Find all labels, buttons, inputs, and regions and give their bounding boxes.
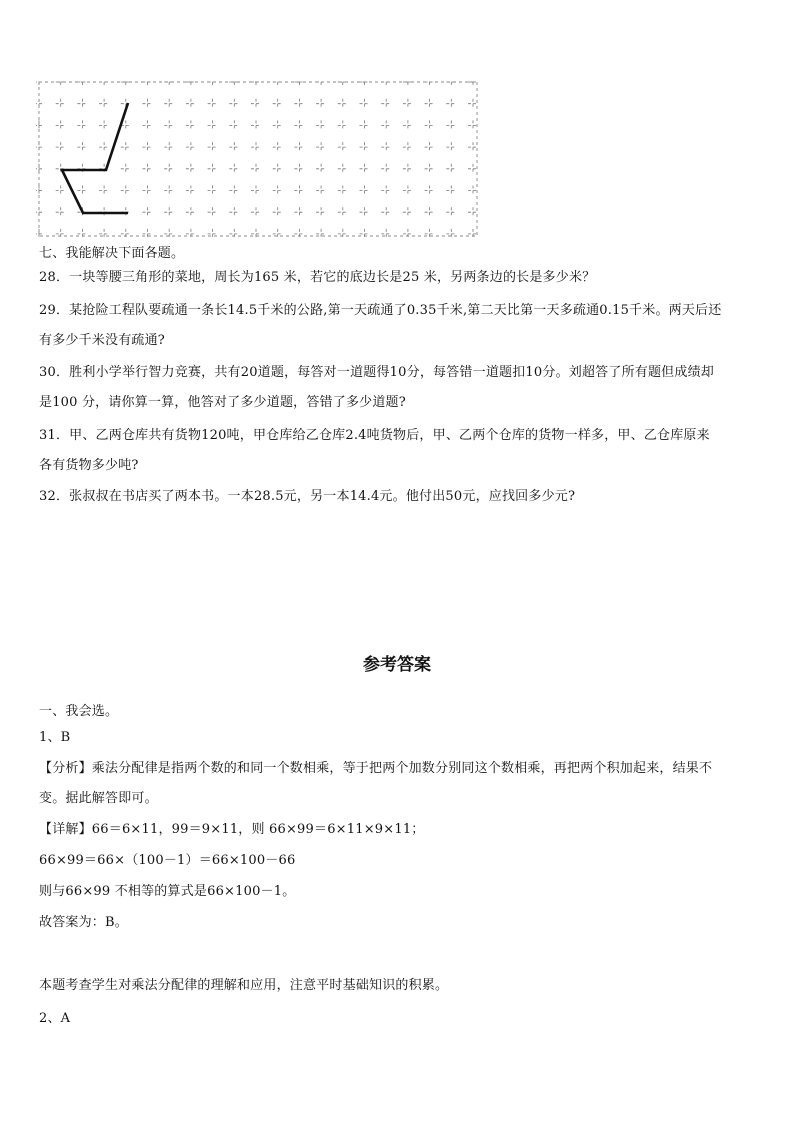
analysis-line-1: 【分析】乘法分配律是指两个数的和同一个数相乘，等于把两个加数分别同这个数相乘，再把两个积加起来，结果不 bbox=[39, 761, 713, 776]
detail-line-1: 【详解】66＝6×11，99＝9×11，则 66×99＝6×11×9×11； bbox=[39, 822, 425, 837]
section-heading-seven: 七、我能解决下面各题。 bbox=[39, 246, 185, 261]
question-32: 32．张叔叔在书店买了两本书。一本28.5元，另一本14.4元。他付出50元，应找回多少元? bbox=[39, 489, 576, 504]
answers-title: 参考答案 bbox=[363, 655, 431, 675]
question-29-line-1: 29．某抢险工程队要疏通一条长14.5千米的公路,第一天疏通了0.35千米,第二天比第一天多疏通0.15千米。两天后还 bbox=[39, 303, 722, 318]
question-30-line-2: 是100 分，请你算一算，他答对了多少道题，答错了多少道题? bbox=[39, 395, 406, 410]
grid-drawing bbox=[36, 80, 480, 238]
answer-2: 2、A bbox=[39, 1011, 71, 1026]
question-31-line-1: 31．甲、乙两仓库共有货物120吨，甲仓库给乙仓库2.4吨货物后，甲、乙两个仓库的货物一样多，甲、乙仓库原来 bbox=[39, 428, 710, 443]
question-30-line-1: 30．胜利小学举行智力竞赛，共有20道题，每答对一道题得10分，每答错一道题扣10分。刘超答了所有题但成绩却 bbox=[39, 365, 714, 380]
analysis-line-2: 变。据此解答即可。 bbox=[39, 791, 158, 806]
answers-section-one: 一、我会选。 bbox=[39, 704, 119, 719]
conclusion: 故答案为：B。 bbox=[39, 915, 128, 930]
detail-line-2: 66×99＝66×（100－1）＝66×100－66 bbox=[39, 853, 296, 868]
drawn-shape bbox=[62, 103, 128, 213]
question-28: 28．一块等腰三角形的菜地，周长为165 米，若它的底边长是25 米，另两条边的长是多少米？ bbox=[39, 270, 596, 285]
detail-line-3: 则与66×99 不相等的算式是66×100－1。 bbox=[39, 884, 296, 899]
answer-1: 1、B bbox=[39, 730, 71, 745]
dot-grid-figure bbox=[36, 80, 480, 238]
question-31-line-2: 各有货物多少吨? bbox=[39, 458, 139, 473]
question-29-line-2: 有多少千米没有疏通? bbox=[39, 333, 165, 348]
comment: 本题考查学生对乘法分配律的理解和应用，注意平时基础知识的积累。 bbox=[39, 978, 449, 993]
